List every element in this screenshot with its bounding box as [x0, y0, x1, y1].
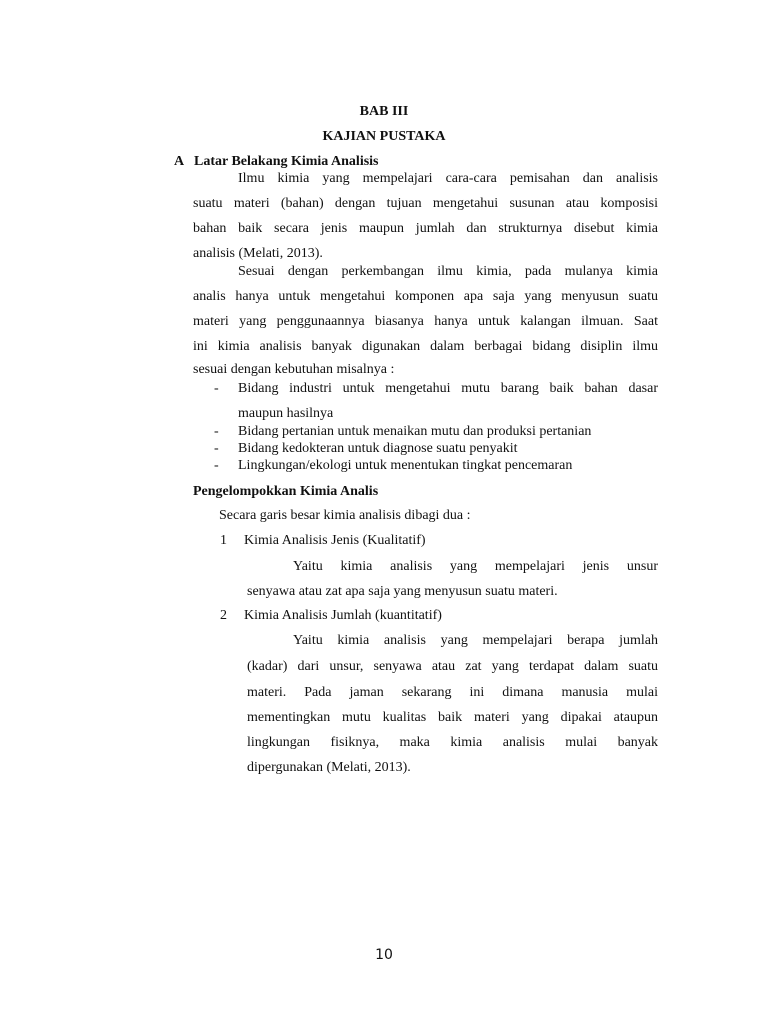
- page-number: 10: [375, 947, 393, 963]
- section-a-marker: A: [174, 154, 185, 169]
- item-text-line: senyawa atau zat apa saja yang menyusun suatu materi.: [247, 584, 558, 599]
- item-text-line: Yaitu kimia analisis yang mempelajari jenis unsur: [293, 559, 658, 574]
- item-text-line: lingkungan fisiknya, maka kimia analisis mulai banyak: [247, 735, 658, 750]
- bullet-marker: -: [214, 458, 219, 473]
- paragraph-2-line: analis hanya untuk mengetahui komponen apa saja yang menyusun suatu: [193, 289, 658, 304]
- paragraph-1-line: suatu materi (bahan) dengan tujuan mengetahui susunan atau komposisi: [193, 196, 658, 211]
- paragraph-2-line: sesuai dengan kebutuhan misalnya :: [193, 362, 395, 377]
- section-b-intro: Secara garis besar kimia analisis dibagi dua :: [219, 508, 471, 523]
- paragraph-1-line: bahan baik secara jenis maupun jumlah dan strukturnya disebut kimia: [193, 221, 658, 236]
- bullet-item-line: Lingkungan/ekologi untuk menentukan tingkat pencemaran: [238, 458, 573, 473]
- paragraph-2-line: materi yang penggunaannya biasanya hanya untuk kalangan ilmuan. Saat: [193, 314, 658, 329]
- bullet-item-line: Bidang industri untuk mengetahui mutu barang baik bahan dasar: [238, 381, 658, 396]
- section-a-heading: Latar Belakang Kimia Analisis: [194, 154, 379, 169]
- item-text-line: Yaitu kimia analisis yang mempelajari berapa jumlah: [293, 633, 658, 648]
- paragraph-1-line: Ilmu kimia yang mempelajari cara-cara pemisahan dan analisis: [238, 171, 658, 186]
- bullet-marker: -: [214, 381, 219, 396]
- bullet-marker: -: [214, 424, 219, 439]
- item-title: Kimia Analisis Jenis (Kualitatif): [244, 533, 426, 548]
- item-text-line: dipergunakan (Melati, 2013).: [247, 760, 411, 775]
- bullet-marker: -: [214, 441, 219, 456]
- item-number: 2: [220, 608, 227, 623]
- item-text-line: (kadar) dari unsur, senyawa atau zat yang terdapat dalam suatu: [247, 659, 658, 674]
- item-number: 1: [220, 533, 227, 548]
- bullet-item-line: Bidang kedokteran untuk diagnose suatu penyakit: [238, 441, 518, 456]
- paragraph-1-line: analisis (Melati, 2013).: [193, 246, 323, 261]
- item-title: Kimia Analisis Jumlah (kuantitatif): [244, 608, 442, 623]
- item-text-line: mementingkan mutu kualitas baik materi yang dipakai ataupun: [247, 710, 658, 725]
- item-text-line: materi. Pada jaman sekarang ini dimana manusia mulai: [247, 685, 658, 700]
- chapter-number: BAB III: [359, 104, 409, 119]
- paragraph-2-line: Sesuai dengan perkembangan ilmu kimia, pada mulanya kimia: [238, 264, 658, 279]
- chapter-title: KAJIAN PUSTAKA: [322, 129, 446, 144]
- section-b-heading: Pengelompokkan Kimia Analis: [193, 484, 379, 499]
- bullet-item-line: maupun hasilnya: [238, 406, 334, 421]
- paragraph-2-line: ini kimia analisis banyak digunakan dalam berbagai bidang disiplin ilmu: [193, 339, 658, 354]
- bullet-item-line: Bidang pertanian untuk menaikan mutu dan produksi pertanian: [238, 424, 592, 439]
